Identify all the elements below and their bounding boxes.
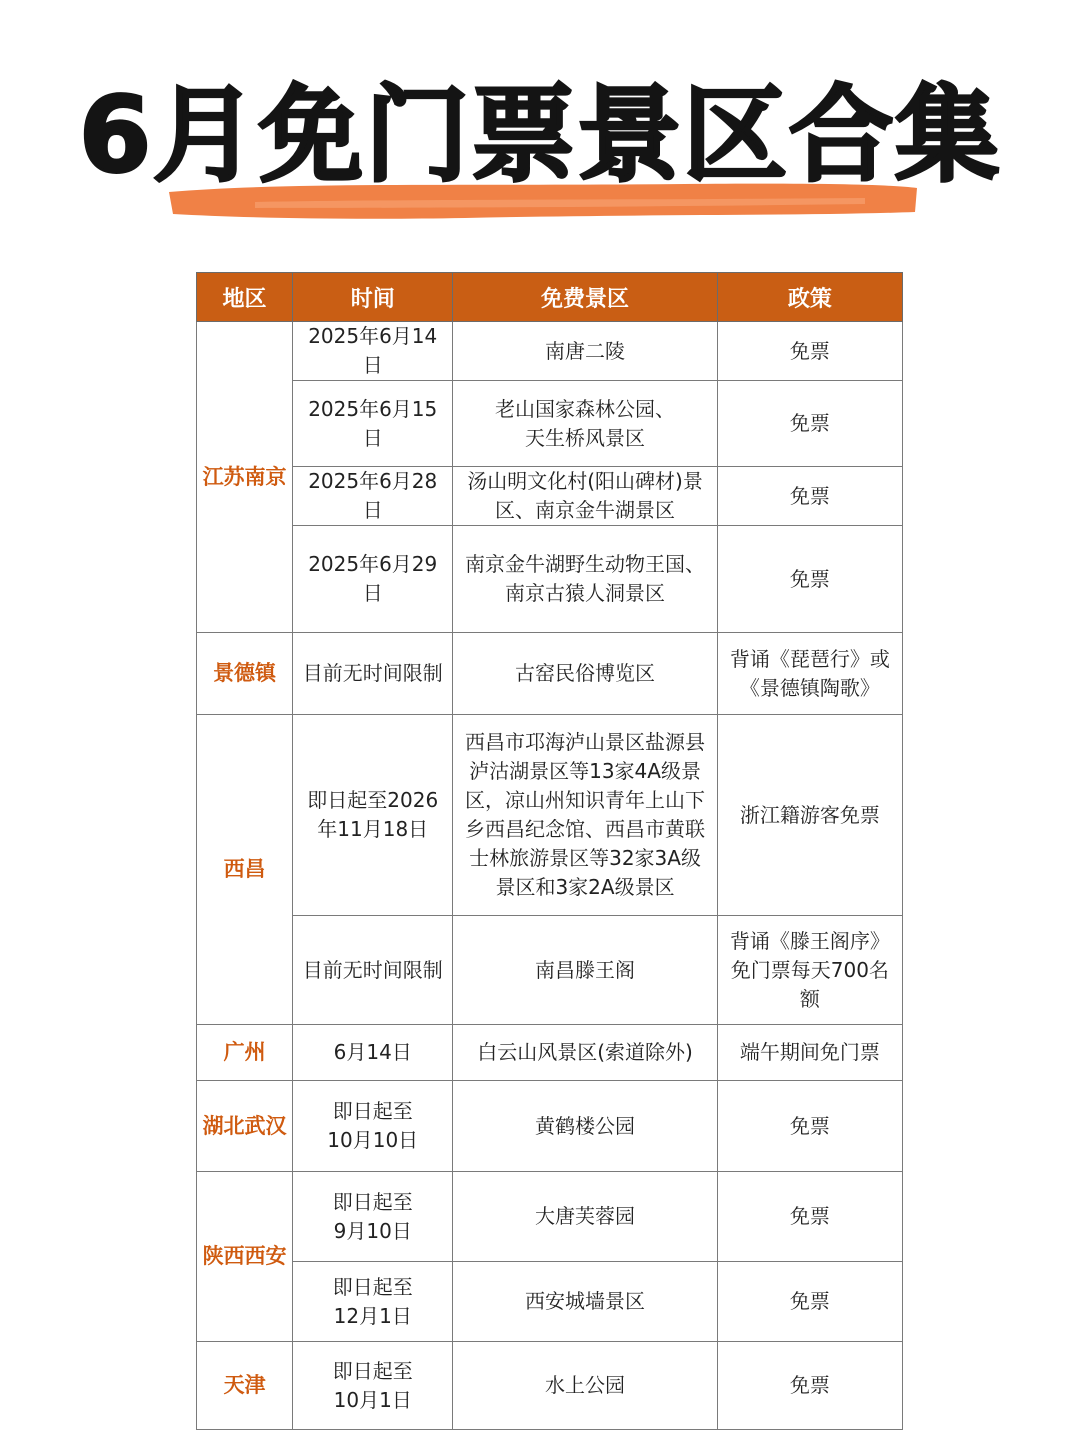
time-line: 即日起至 <box>332 1189 413 1214</box>
spot-cell: 大唐芙蓉园 <box>453 1172 717 1262</box>
spot-cell: 白云山风景区(索道除外) <box>453 1025 717 1081</box>
spot-line: 南京金牛湖野生动物王国、 <box>465 552 706 576</box>
policy-cell: 免票 <box>717 1172 902 1262</box>
spot-line: 南京古猿人洞景区 <box>505 581 666 605</box>
policy-line: 背诵《琵琶行》或 <box>729 646 890 671</box>
policy-cell: 免票 <box>717 526 902 633</box>
table-header-row <box>197 273 903 322</box>
policy-cell: 免票 <box>717 1081 902 1172</box>
table-row <box>197 381 903 467</box>
table-row <box>197 467 903 526</box>
spot-line: 天生桥风景区 <box>525 425 646 450</box>
table-row <box>197 1172 903 1262</box>
policy-cell: 免票 <box>717 381 902 467</box>
spot-line: 士林旅游景区等32家3A级 <box>469 846 701 870</box>
region-cell: 江苏南京 <box>197 322 293 633</box>
policy-cell: 浙江籍游客免票 <box>717 715 902 916</box>
region-cell: 广州 <box>197 1025 293 1081</box>
free-tickets-table <box>196 272 903 1430</box>
spot-cell: 西安城墙景区 <box>453 1262 717 1342</box>
time-line: 即日起至2026 <box>307 788 439 812</box>
time-line: 10月10日 <box>327 1128 419 1152</box>
table-row <box>197 916 903 1025</box>
policy-line: 免门票每天700名 <box>730 957 889 982</box>
table-row <box>197 322 903 381</box>
spot-cell <box>453 526 717 633</box>
policy-cell <box>717 633 902 715</box>
policy-cell: 免票 <box>717 1342 902 1430</box>
policy-line: 背诵《滕王阁序》 <box>729 928 890 953</box>
time-cell: 目前无时间限制 <box>293 916 453 1025</box>
time-cell: 6月14日 <box>293 1025 453 1081</box>
time-line: 9月10日 <box>333 1218 412 1243</box>
time-cell: 2025年6月15日 <box>293 381 453 467</box>
policy-cell <box>717 916 902 1025</box>
time-cell: 2025年6月29日 <box>293 526 453 633</box>
time-cell: 2025年6月14日 <box>293 322 453 381</box>
policy-line: 额 <box>799 986 820 1011</box>
spot-cell: 南唐二陵 <box>453 322 717 381</box>
table-row <box>197 1262 903 1342</box>
time-line: 即日起至 <box>332 1099 413 1123</box>
time-line: 12月1日 <box>333 1303 412 1328</box>
header-time: 时间 <box>293 273 453 322</box>
table-row <box>197 633 903 715</box>
time-cell <box>293 1342 453 1430</box>
time-line: 即日起至 <box>332 1274 413 1299</box>
header-policy: 政策 <box>717 273 902 322</box>
table-row <box>197 1081 903 1172</box>
spot-cell: 黄鹤楼公园 <box>453 1081 717 1172</box>
spot-cell <box>453 467 717 526</box>
spot-line: 区、南京金牛湖景区 <box>495 498 676 522</box>
spot-cell: 古窑民俗博览区 <box>453 633 717 715</box>
spot-line: 乡西昌纪念馆、西昌市黄联 <box>465 817 706 841</box>
region-cell: 湖北武汉 <box>197 1081 293 1172</box>
spot-line: 汤山明文化村(阳山碑材)景 <box>467 469 703 493</box>
spot-line: 景区和3家2A级景区 <box>495 875 675 899</box>
table-row <box>197 715 903 916</box>
spot-cell <box>453 715 717 916</box>
title-area <box>0 60 1080 230</box>
policy-cell: 免票 <box>717 467 902 526</box>
policy-cell: 端午期间免门票 <box>717 1025 902 1081</box>
header-region: 地区 <box>197 273 293 322</box>
policy-cell: 免票 <box>717 1262 902 1342</box>
spot-line: 西昌市邛海泸山景区盐源县 <box>465 730 706 754</box>
spot-line: 区，凉山州知识青年上山下 <box>465 788 706 812</box>
header-scenic-spot: 免费景区 <box>453 273 717 322</box>
time-line: 10月1日 <box>333 1387 412 1412</box>
page-title: 6月免门票景区合集 <box>78 74 1002 196</box>
time-cell <box>293 1262 453 1342</box>
time-line: 即日起至 <box>332 1358 413 1383</box>
table-row <box>197 1025 903 1081</box>
policy-cell: 免票 <box>717 322 902 381</box>
spot-cell <box>453 381 717 467</box>
time-line: 年11月18日 <box>317 817 429 841</box>
policy-line: 《景德镇陶歌》 <box>739 675 880 700</box>
table-row <box>197 526 903 633</box>
region-cell: 西昌 <box>197 715 293 1025</box>
time-cell <box>293 1172 453 1262</box>
time-cell <box>293 715 453 916</box>
spot-line: 泸沽湖景区等13家4A级景 <box>469 759 701 783</box>
spot-cell: 水上公园 <box>453 1342 717 1430</box>
region-cell: 陕西西安 <box>197 1172 293 1342</box>
region-cell: 景德镇 <box>197 633 293 715</box>
time-cell: 目前无时间限制 <box>293 633 453 715</box>
spot-cell: 南昌滕王阁 <box>453 916 717 1025</box>
time-cell <box>293 1081 453 1172</box>
table-row <box>197 1342 903 1430</box>
region-cell: 天津 <box>197 1342 293 1430</box>
time-cell: 2025年6月28日 <box>293 467 453 526</box>
spot-line: 老山国家森林公园、 <box>495 396 676 421</box>
